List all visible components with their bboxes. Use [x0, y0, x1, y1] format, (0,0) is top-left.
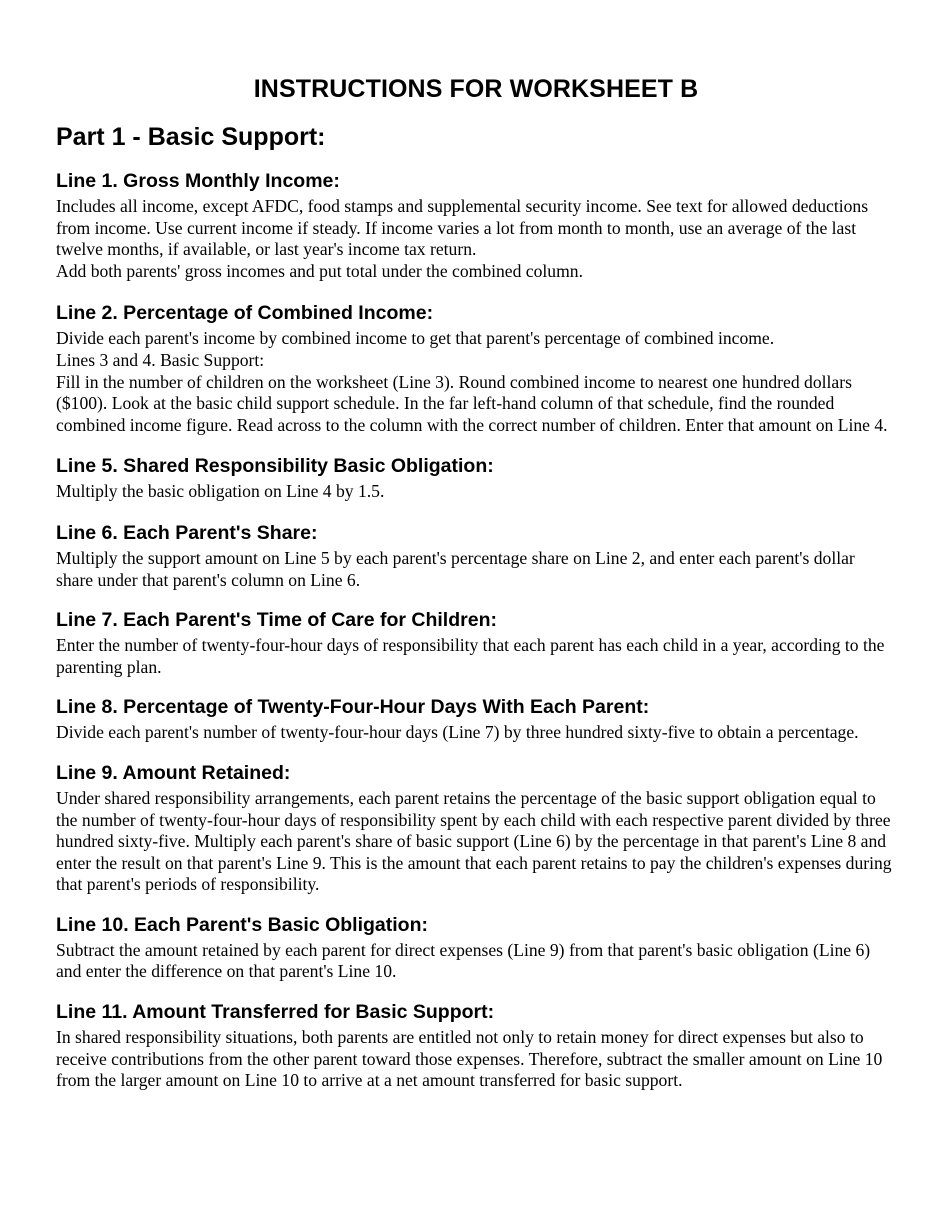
- section-heading: Line 7. Each Parent's Time of Care for Children:: [56, 609, 497, 632]
- section-line-10: [56, 912, 896, 983]
- part-heading: Part 1 - Basic Support:: [56, 123, 326, 151]
- section-heading: Line 8. Percentage of Twenty-Four-Hour Days With Each Parent:: [56, 696, 650, 719]
- section-paragraph: Enter the number of twenty-four-hour days of responsibility that each parent has each child in a year, according to the parenting plan.: [56, 635, 885, 677]
- section-heading: Line 2. Percentage of Combined Income:: [56, 302, 434, 325]
- section-line-9: [56, 760, 896, 896]
- section-heading: Line 6. Each Parent's Share:: [56, 521, 318, 544]
- section-line-11: [56, 999, 896, 1092]
- section-paragraph: Subtract the amount retained by each parent for direct expenses (Line 9) from that parent's basic obligation (Line 6) and enter the difference on that parent's Line 10.: [56, 939, 871, 982]
- section-paragraph: Under shared responsibility arrangements, each parent retains the percentage of the basic support obligation equal to the number of twenty-four-hour days of responsibility spent by each child with each respective parent divided by three hundred sixty-five. Multiply each parent's share of basic support (Line 6) by the percentage in that parent's Line 8 and enter the result on that parent's Line 9. This is the amount that each parent retains to pay the children's expenses during that parent's periods of responsibility.: [56, 787, 892, 895]
- section-paragraph: Multiply the support amount on Line 5 by each parent's percentage share on Line 2, and enter each parent's dollar share under that parent's column on Line 6.: [56, 547, 855, 590]
- section-line-5: [56, 453, 896, 503]
- section-paragraph: Lines 3 and 4. Basic Support:: [56, 349, 265, 370]
- section-heading: Line 9. Amount Retained:: [56, 761, 291, 784]
- section-heading: Line 5. Shared Responsibility Basic Obligation:: [56, 455, 494, 478]
- section-heading: Line 10. Each Parent's Basic Obligation:: [56, 913, 428, 936]
- section-paragraph: Fill in the number of children on the worksheet (Line 3). Round combined income to nearest one hundred dollars ($100). Look at the basic child support schedule. In the far left-hand column of that schedule, find the rounded combined income figure. Read across to the column with the correct number of children. Enter that amount on Line 4.: [56, 371, 888, 435]
- section-paragraph: Multiply the basic obligation on Line 4 by 1.5.: [56, 481, 385, 502]
- section-line-8: [56, 694, 896, 744]
- section-line-6: [56, 520, 896, 591]
- section-line-1: [56, 168, 896, 282]
- section-paragraph: Divide each parent's income by combined income to get that parent's percentage of combined income.: [56, 328, 775, 349]
- section-paragraph: Add both parents' gross incomes and put total under the combined column.: [56, 260, 583, 281]
- section-paragraph: Divide each parent's number of twenty-four-hour days (Line 7) by three hundred sixty-five to obtain a percentage.: [56, 722, 859, 743]
- section-heading: Line 11. Amount Transferred for Basic Support:: [56, 1001, 495, 1024]
- section-line-2: [56, 300, 896, 436]
- document-title: INSTRUCTIONS FOR WORKSHEET B: [253, 75, 699, 103]
- section-paragraph: Includes all income, except AFDC, food stamps and supplemental security income. See text for allowed deductions from income. Use current income if steady. If income varies a lot from month to month, use an average of the last twelve months, if available, or last year's income tax return.: [56, 196, 869, 260]
- document-page: [56, 72, 896, 1092]
- section-line-7: [56, 607, 896, 678]
- section-paragraph: In shared responsibility situations, both parents are entitled not only to retain money for direct expenses but also to receive contributions from the other parent toward those expenses. Therefore, subtract the smaller amount on Line 10 from the larger amount on Line 10 to arrive at a net amount transferred for basic support.: [56, 1027, 883, 1091]
- section-heading: Line 1. Gross Monthly Income:: [56, 170, 340, 192]
